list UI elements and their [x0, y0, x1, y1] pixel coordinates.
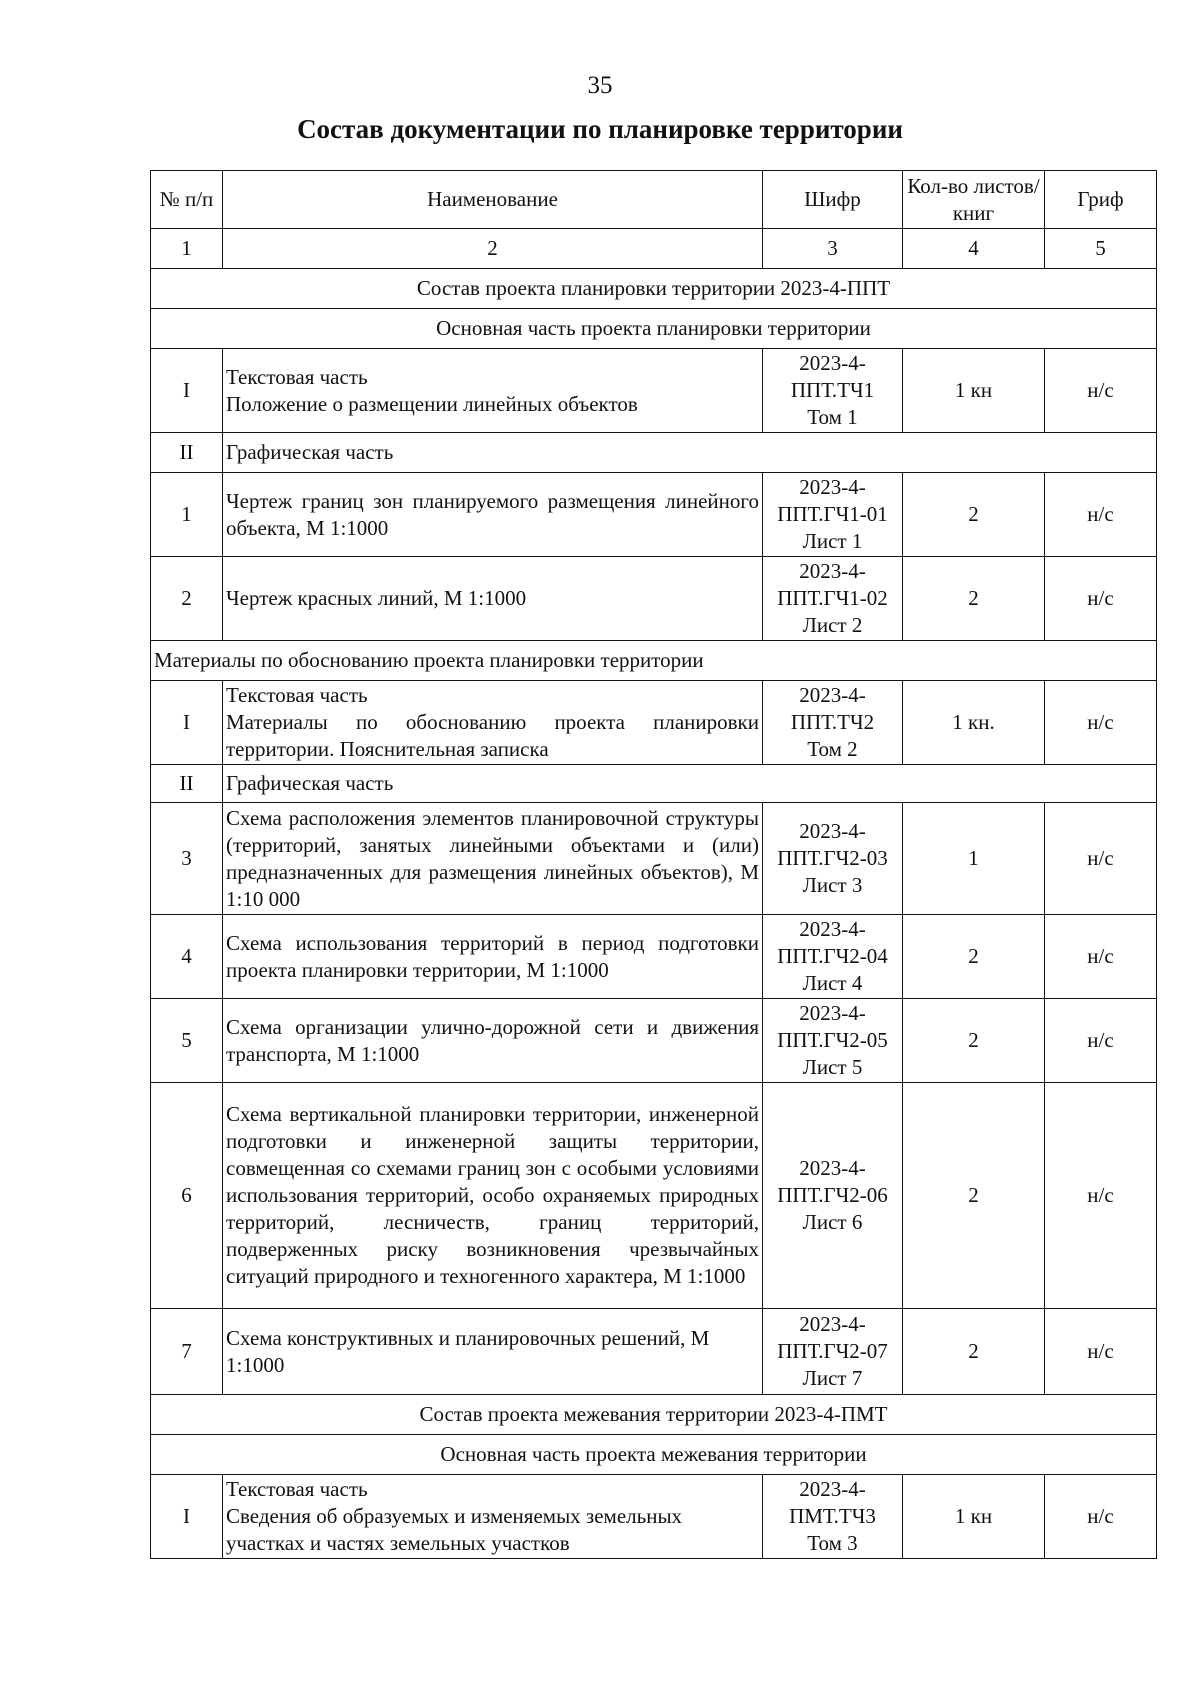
row-quantity: 1 [903, 803, 1045, 915]
section-row [151, 1395, 1157, 1435]
row-name-line: Сведения об образуемых и изменяемых земельных участках и частях земельных участков [226, 1504, 683, 1555]
code-line: Лист 2 [802, 613, 863, 637]
row-number: 6 [151, 1083, 223, 1309]
code-line: ППТ.ГЧ2-03 [777, 846, 888, 870]
row-quantity: 1 кн [903, 349, 1045, 433]
code-line: Лист 4 [802, 971, 863, 995]
table-row [151, 1083, 1157, 1309]
row-code [763, 1083, 903, 1309]
row-code [763, 999, 903, 1083]
row-grif: н/с [1045, 803, 1157, 915]
row-grif: н/с [1045, 1083, 1157, 1309]
row-quantity: 1 кн. [903, 681, 1045, 765]
row-code [763, 473, 903, 557]
section-ppt: Состав проекта планировки территории 2023-4-ППТ [151, 269, 1157, 309]
row-code [763, 557, 903, 641]
code-line: ППТ.ГЧ2-07 [777, 1339, 888, 1363]
row-grif: н/с [1045, 349, 1157, 433]
code-line: ППТ.ТЧ2 [790, 710, 875, 734]
row-name: Схема использования территорий в период подготовки проекта планировки территории, М 1:1000 [223, 915, 763, 999]
row-number: 3 [151, 803, 223, 915]
code-line: ППТ.ГЧ1-02 [777, 586, 888, 610]
row-name-line: Положение о размещении линейных объектов [226, 391, 638, 416]
row-grif: н/с [1045, 557, 1157, 641]
code-line: 2023-4- [799, 917, 866, 941]
row-code [763, 915, 903, 999]
row-name: Схема организации улично-дорожной сети и движения транспорта, М 1:1000 [223, 999, 763, 1083]
code-line: Том 3 [807, 1531, 858, 1555]
section-row [151, 309, 1157, 349]
column-number: 5 [1045, 229, 1157, 269]
code-line: ППТ.ГЧ2-04 [777, 944, 888, 968]
code-line: 2023-4- [799, 559, 866, 583]
row-number: I [151, 1475, 223, 1559]
column-number: 1 [151, 229, 223, 269]
row-number: 1 [151, 473, 223, 557]
page-number: 35 [587, 72, 613, 99]
row-grif: н/с [1045, 1309, 1157, 1395]
row-name-line: Текстовая часть [226, 364, 368, 389]
code-line: Том 2 [807, 737, 858, 761]
document-title: Состав документации по планировке территории [297, 114, 903, 144]
row-name: Графическая часть [223, 765, 1157, 803]
code-line: 2023-4- [799, 683, 866, 707]
section-ppt-main: Основная часть проекта планировки территории [151, 309, 1157, 349]
row-number: I [151, 681, 223, 765]
header-row [151, 171, 1157, 229]
row-quantity: 2 [903, 557, 1045, 641]
code-line: 2023-4- [799, 819, 866, 843]
code-line: 2023-4- [799, 1312, 866, 1336]
code-line: 2023-4- [799, 351, 866, 375]
row-number: I [151, 349, 223, 433]
section-pmt: Состав проекта межевания территории 2023-4-ПМТ [151, 1395, 1157, 1435]
header-code: Шифр [763, 171, 903, 229]
row-quantity: 2 [903, 915, 1045, 999]
row-grif: н/с [1045, 915, 1157, 999]
row-number: 4 [151, 915, 223, 999]
code-line: ППТ.ГЧ2-06 [777, 1183, 888, 1207]
row-number: 5 [151, 999, 223, 1083]
row-name-line: Текстовая часть [226, 683, 368, 707]
table-row [151, 433, 1157, 473]
row-name: Графическая часть [223, 433, 1157, 473]
table-row [151, 473, 1157, 557]
row-number: II [151, 765, 223, 803]
table-row [151, 1309, 1157, 1395]
row-name [223, 681, 763, 765]
row-name-line: Материалы по обоснованию проекта планировки территории. Пояснительная записка [226, 710, 759, 761]
row-name-line: Текстовая часть [226, 1477, 368, 1501]
row-grif: н/с [1045, 473, 1157, 557]
row-name: Чертеж красных линий, М 1:1000 [223, 557, 763, 641]
code-line: 2023-4- [799, 1001, 866, 1025]
table-row [151, 1475, 1157, 1559]
row-name: Чертеж границ зон планируемого размещения линейного объекта, М 1:1000 [223, 473, 763, 557]
row-grif: н/с [1045, 999, 1157, 1083]
code-line: 2023-4- [799, 475, 866, 499]
row-number: 2 [151, 557, 223, 641]
code-line: 2023-4- [799, 1156, 866, 1180]
row-quantity: 1 кн [903, 1475, 1045, 1559]
header-grif: Гриф [1045, 171, 1157, 229]
header-quantity: Кол-во листов/книг [903, 171, 1045, 229]
column-number: 3 [763, 229, 903, 269]
row-code [763, 349, 903, 433]
row-grif: н/с [1045, 1475, 1157, 1559]
row-quantity: 2 [903, 1083, 1045, 1309]
section-ppt-materials: Материалы по обоснованию проекта планировки территории [151, 641, 1157, 681]
row-quantity: 2 [903, 473, 1045, 557]
table-row [151, 681, 1157, 765]
code-line: Лист 5 [802, 1055, 863, 1079]
table-row [151, 999, 1157, 1083]
row-number: 7 [151, 1309, 223, 1395]
code-line: ППТ.ГЧ1-01 [777, 502, 888, 526]
code-line: Том 1 [807, 405, 858, 429]
table-row [151, 915, 1157, 999]
row-number: II [151, 433, 223, 473]
code-line: Лист 6 [802, 1210, 863, 1234]
row-name [223, 1475, 763, 1559]
header-number: № п/п [151, 171, 223, 229]
section-pmt-main: Основная часть проекта межевания территории [151, 1435, 1157, 1475]
code-line: ППТ.ТЧ1 [790, 378, 875, 402]
row-code [763, 1475, 903, 1559]
code-line: Лист 7 [802, 1366, 863, 1390]
row-name: Схема вертикальной планировки территории, инженерной подготовки и инженерной защиты территории, совмещенная со схемами границ зон с особыми условиями использования территорий, особо охраняемых природных территорий, лесничеств, границ территорий, подверженных риску возникновения чрезвычайных ситуаций природного и техногенного характера, М 1:1000 [223, 1083, 763, 1309]
row-grif: н/с [1045, 681, 1157, 765]
row-quantity: 2 [903, 999, 1045, 1083]
documentation-table [150, 170, 1157, 1559]
row-code [763, 1309, 903, 1395]
column-numbers-row [151, 229, 1157, 269]
column-number: 4 [903, 229, 1045, 269]
row-code [763, 681, 903, 765]
code-line: ПМТ.ТЧ3 [789, 1504, 876, 1528]
row-quantity: 2 [903, 1309, 1045, 1395]
header-name: Наименование [223, 171, 763, 229]
column-number: 2 [223, 229, 763, 269]
row-name: Схема расположения элементов планировочной структуры (территорий, занятых линейными объектами и (или) предназначенных для размещения линейных объектов), М 1:10 000 [223, 803, 763, 915]
section-row [151, 641, 1157, 681]
table-row [151, 557, 1157, 641]
row-name: Схема конструктивных и планировочных решений, М 1:1000 [223, 1309, 763, 1395]
code-line: 2023-4- [799, 1477, 866, 1501]
section-row [151, 269, 1157, 309]
table-row [151, 349, 1157, 433]
code-line: ППТ.ГЧ2-05 [777, 1028, 888, 1052]
section-row [151, 1435, 1157, 1475]
table-row [151, 803, 1157, 915]
row-code [763, 803, 903, 915]
code-line: Лист 3 [802, 873, 863, 897]
table-row [151, 765, 1157, 803]
row-name [223, 349, 763, 433]
code-line: Лист 1 [802, 529, 863, 553]
